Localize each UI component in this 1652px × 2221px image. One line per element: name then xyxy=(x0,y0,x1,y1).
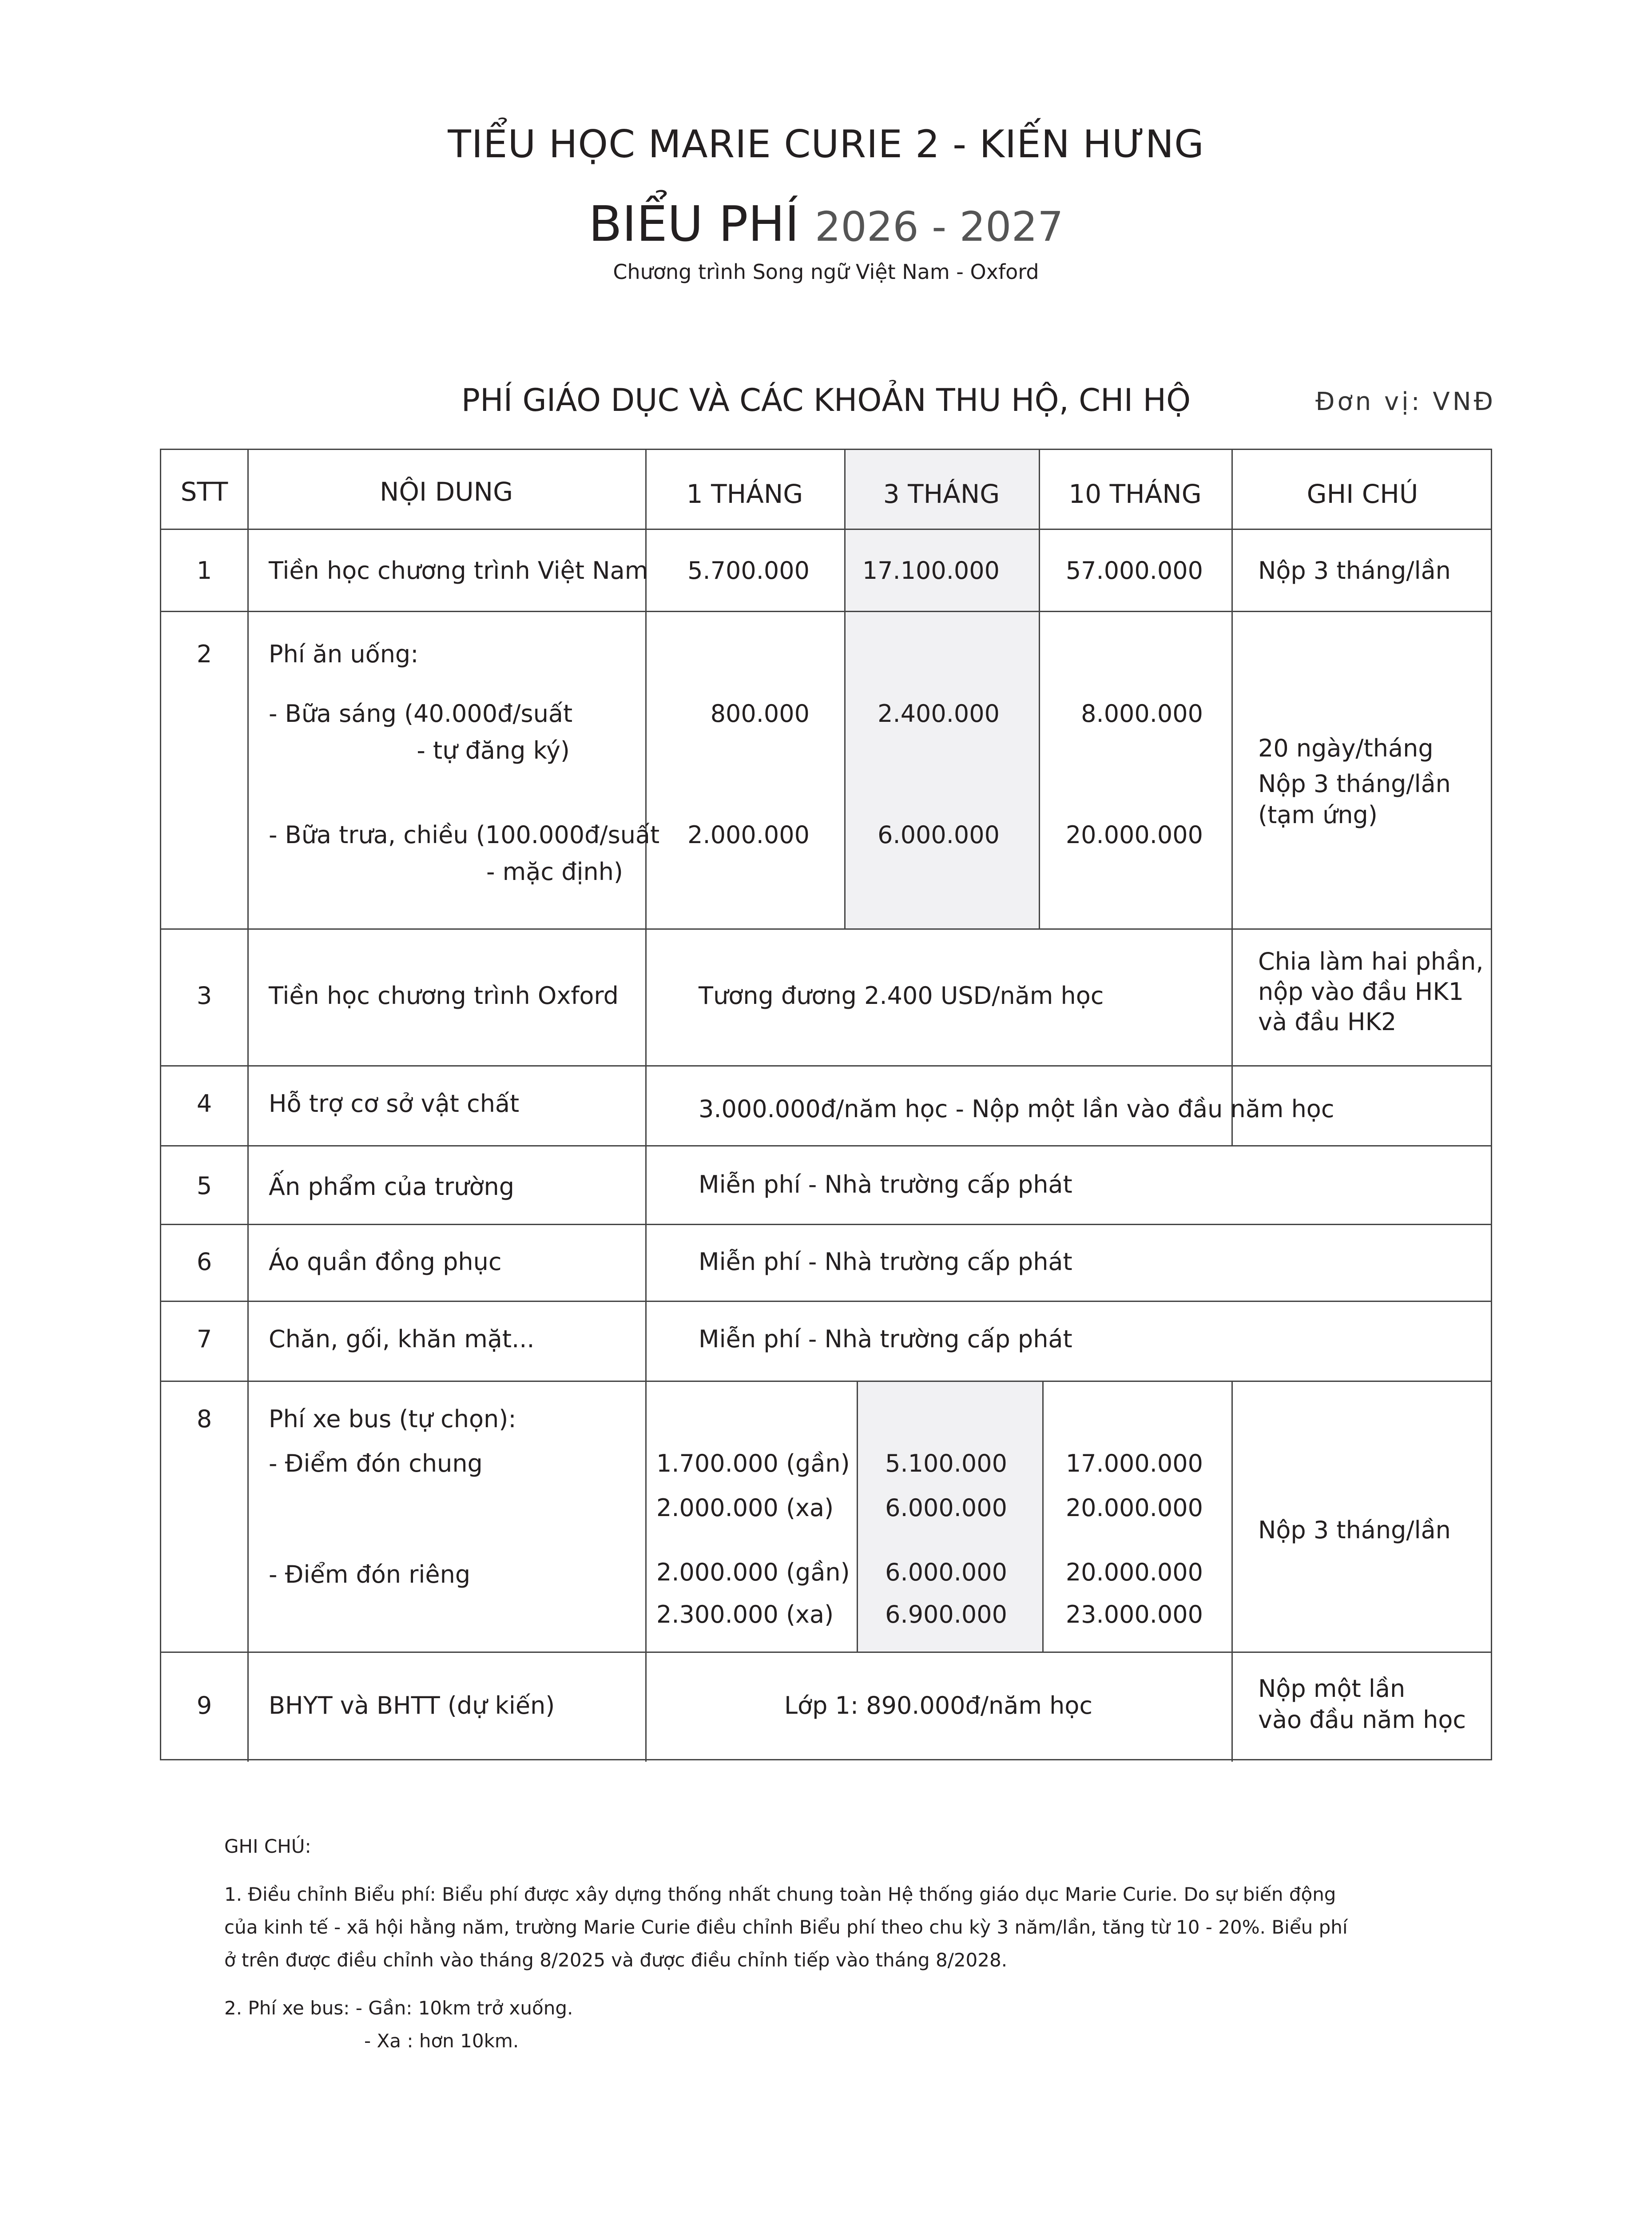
row7-content: Chăn, gối, khăn mặt... xyxy=(269,1325,535,1353)
row3-note-line-1: Chia làm hai phần, xyxy=(1258,947,1484,975)
section-title: PHÍ GIÁO DỤC VÀ CÁC KHOẢN THU HỘ, CHI HỘ xyxy=(461,382,1191,418)
row2-breakfast-1-month: 800.000 xyxy=(710,700,810,728)
row1-stt: 1 xyxy=(196,557,212,585)
row2-lunch-label-2: - mặc định) xyxy=(486,858,623,886)
row1-content: Tiền học chương trình Việt Nam xyxy=(269,557,648,585)
row8-private-label: - Điểm đón riêng xyxy=(269,1560,471,1588)
row9-stt: 9 xyxy=(196,1692,212,1719)
row2-breakfast-label-2: - tự đăng ký) xyxy=(417,736,570,764)
row8-shared-near-10-months: 17.000.000 xyxy=(1065,1449,1203,1477)
row8-private-near-1-month: 2.000.000 (gần) xyxy=(656,1558,850,1586)
header-note: GHI CHÚ xyxy=(1307,479,1418,509)
row5-content: Ấn phẩm của trường xyxy=(269,1173,514,1201)
currency-unit: Đơn vị: VNĐ xyxy=(1315,387,1496,416)
row7-value: Miễn phí - Nhà trường cấp phát xyxy=(699,1325,1072,1353)
row3-stt: 3 xyxy=(196,982,212,1010)
row8-private-far-1-month: 2.300.000 (xa) xyxy=(656,1600,834,1628)
row5-value: Miễn phí - Nhà trường cấp phát xyxy=(699,1170,1072,1198)
row8-shared-far-10-months: 20.000.000 xyxy=(1065,1494,1203,1522)
row2-note-line-3: (tạm ứng) xyxy=(1258,801,1378,829)
row1-1-month: 5.700.000 xyxy=(687,557,810,585)
row8-shared-near-1-month: 1.700.000 (gần) xyxy=(656,1449,850,1477)
row1-note: Nộp 3 tháng/lần xyxy=(1258,557,1451,585)
row3-note-line-3: và đầu HK2 xyxy=(1258,1008,1397,1036)
row2-lunch-10-months: 20.000.000 xyxy=(1065,821,1203,849)
row2-lunch-3-months: 6.000.000 xyxy=(878,821,1000,849)
header-content: NỘI DUNG xyxy=(379,477,513,507)
school-year: 2026 - 2027 xyxy=(814,203,1064,251)
title-text: BIỂU PHÍ xyxy=(588,195,799,252)
row8-shared-near-3-months: 5.100.000 xyxy=(885,1449,1007,1477)
header-10-months: 10 THÁNG xyxy=(1068,479,1202,509)
note-2-line-2: - Xa : hơn 10km. xyxy=(364,2030,519,2052)
note-1-line-1: 1. Điều chỉnh Biểu phí: Biểu phí được xây dựng thống nhất chung toàn Hệ thống giáo dục Marie Curie. Do sự biến động xyxy=(224,1883,1336,1905)
row3-note-line-2: nộp vào đầu HK1 xyxy=(1258,978,1464,1006)
row9-value: Lớp 1: 890.000đ/năm học xyxy=(784,1692,1093,1719)
row8-private-far-10-months: 23.000.000 xyxy=(1065,1600,1203,1628)
row8-private-near-3-months: 6.000.000 xyxy=(885,1558,1007,1586)
row6-stt: 6 xyxy=(196,1248,212,1276)
row7-stt: 7 xyxy=(196,1325,212,1353)
row2-breakfast-10-months: 8.000.000 xyxy=(1081,700,1203,728)
row1-3-months: 17.100.000 xyxy=(862,557,1000,585)
row2-breakfast-3-months: 2.400.000 xyxy=(878,700,1000,728)
row8-shared-far-3-months: 6.000.000 xyxy=(885,1494,1007,1522)
row9-note-line-2: vào đầu năm học xyxy=(1258,1706,1466,1734)
row8-shared-label: - Điểm đón chung xyxy=(269,1449,483,1477)
document-title xyxy=(0,195,1652,252)
row8-private-far-3-months: 6.900.000 xyxy=(885,1600,1007,1628)
note-1-line-3: ở trên được điều chỉnh vào tháng 8/2025 và được điều chỉnh tiếp vào tháng 8/2028. xyxy=(224,1949,1008,1971)
row2-note-line-1: 20 ngày/tháng xyxy=(1258,734,1434,762)
row2-content: Phí ăn uống: xyxy=(269,640,419,668)
notes-heading: GHI CHÚ: xyxy=(224,1835,311,1857)
row4-value: 3.000.000đ/năm học - Nộp một lần vào đầu năm học xyxy=(699,1095,1334,1123)
row4-content: Hỗ trợ cơ sở vật chất xyxy=(269,1090,520,1118)
program-name: Chương trình Song ngữ Việt Nam - Oxford xyxy=(613,260,1039,284)
column-shade-3-month xyxy=(844,450,1039,928)
row8-content: Phí xe bus (tự chọn): xyxy=(269,1405,516,1433)
row2-note-line-2: Nộp 3 tháng/lần xyxy=(1258,770,1451,798)
row8-private-near-10-months: 20.000.000 xyxy=(1065,1558,1203,1586)
header-3-months: 3 THÁNG xyxy=(883,479,1000,509)
row1-10-months: 57.000.000 xyxy=(1065,557,1203,585)
row3-value: Tương đương 2.400 USD/năm học xyxy=(699,982,1104,1010)
row4-stt: 4 xyxy=(196,1090,212,1118)
row2-breakfast-label: - Bữa sáng (40.000đ/suất xyxy=(269,700,573,728)
row9-note-line-1: Nộp một lần xyxy=(1258,1675,1406,1703)
fee-table xyxy=(160,449,1492,1760)
header-stt: STT xyxy=(180,477,228,507)
notes-section xyxy=(224,1830,1468,2058)
row2-lunch-label: - Bữa trưa, chiều (100.000đ/suất xyxy=(269,821,660,849)
note-1-line-2: của kinh tế - xã hội hằng năm, trường Marie Curie điều chỉnh Biểu phí theo chu kỳ 3 năm/lần, tăng từ 10 - 20%. Biểu phí xyxy=(224,1916,1348,1938)
row6-value: Miễn phí - Nhà trường cấp phát xyxy=(699,1248,1072,1276)
row2-lunch-1-month: 2.000.000 xyxy=(687,821,810,849)
row9-content: BHYT và BHTT (dự kiến) xyxy=(269,1692,555,1719)
row6-content: Áo quần đồng phục xyxy=(269,1248,502,1276)
row2-stt: 2 xyxy=(196,640,212,668)
row5-stt: 5 xyxy=(196,1172,212,1200)
row8-shared-far-1-month: 2.000.000 (xa) xyxy=(656,1494,834,1522)
header-1-month: 1 THÁNG xyxy=(686,479,803,509)
row8-note: Nộp 3 tháng/lần xyxy=(1258,1516,1451,1544)
row8-stt: 8 xyxy=(196,1405,212,1433)
row3-content: Tiền học chương trình Oxford xyxy=(269,982,619,1010)
note-2-line-1: 2. Phí xe bus: - Gần: 10km trở xuống. xyxy=(224,1997,573,2019)
school-name: TIỂU HỌC MARIE CURIE 2 - KIẾN HƯNG xyxy=(448,122,1204,167)
